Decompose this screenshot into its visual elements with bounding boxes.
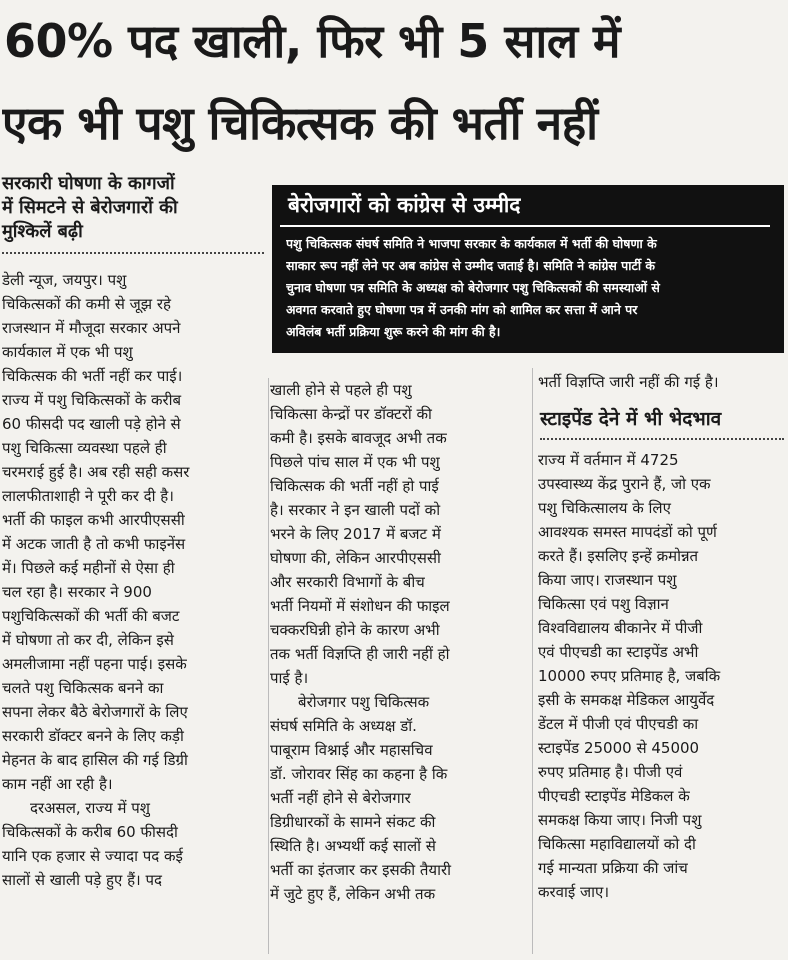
box-text — [286, 233, 776, 343]
article-line: बेरोजगार पशु चिकित्सक — [298, 693, 430, 711]
article-line: भर्ती विज्ञप्ति जारी नहीं की गई है। — [538, 373, 719, 391]
article-line: डेली न्यूज, जयपुर। पशु — [2, 271, 127, 289]
article-line: पशु चिकित्सालय के लिए — [538, 499, 671, 517]
article-line: संघर्ष समिति के अध्यक्ष डॉ. — [270, 717, 417, 735]
article-line: भरने के लिए 2017 में बजट में — [270, 525, 441, 543]
stipend-section-heading: स्टाइपेंड देने में भी भेदभाव — [540, 408, 722, 430]
congress-hope-box — [272, 185, 784, 353]
article-line: पीएचडी स्टाइपेंड मेडिकल के — [538, 787, 690, 805]
article-column-1 — [2, 268, 268, 892]
article-line: में घोषणा तो कर दी, लेकिन इसे — [2, 631, 174, 649]
box-text-line: साकार रूप नहीं लेने पर अब कांग्रेस से उम्मीद जताई है। समिति ने कांग्रेस पार्टी के — [286, 258, 656, 273]
stipend-heading-divider — [540, 438, 784, 440]
subhead-divider — [2, 252, 264, 254]
article-line: मेहनत के बाद हासिल की गई डिग्री — [2, 751, 188, 769]
article-line: कमी है। इसके बावजूद अभी तक — [270, 429, 447, 447]
article-line: भर्ती नहीं होने से बेरोजगार — [270, 789, 411, 807]
article-line: डिग्रीधारकों के सामने संकट की — [270, 813, 436, 831]
article-line: यानि एक हजार से ज्यादा पद कई — [2, 847, 183, 865]
article-line: चक्करघिन्नी होने के कारण अभी — [270, 621, 440, 639]
article-line: सपना लेकर बैठे बेरोजगारों के लिए — [2, 703, 188, 721]
article-line: आवश्यक समस्त मापदंडों को पूर्ण — [538, 523, 717, 541]
article-line: तक भर्ती विज्ञप्ति ही जारी नहीं हो — [270, 645, 450, 663]
article-line: है। सरकार ने इन खाली पदों को — [270, 501, 441, 519]
headline-line-1: 60% पद खाली, फिर भी 5 साल में — [4, 14, 621, 68]
headline-line-2: एक भी पशु चिकित्सक की भर्ती नहीं — [2, 96, 598, 150]
article-line: चिकित्सकों के करीब 60 फीसदी — [2, 823, 178, 841]
article-line: उपस्वास्थ्य केंद्र पुराने हैं, जो एक — [538, 475, 711, 493]
article-line: पशु चिकित्सा व्यवस्था पहले ही — [2, 439, 167, 457]
box-text-line: चुनाव घोषणा पत्र समिति के अध्यक्ष को बेरोजगार पशु चिकित्सकों की समस्याओं से — [286, 280, 660, 295]
article-line: समकक्ष किया जाए। निजी पशु — [538, 811, 702, 829]
column-rule — [268, 378, 269, 954]
article-line: सालों से खाली पड़े हुए हैं। पद — [2, 871, 162, 889]
article-column-3-top — [538, 370, 784, 394]
article-line: भर्ती की फाइल कभी आरपीएससी — [2, 511, 185, 529]
article-line: करवाई जाए। — [538, 883, 610, 901]
article-line: करते हैं। इसलिए इन्हें क्रमोन्नत — [538, 547, 699, 565]
article-line: चिकित्सा एवं पशु विज्ञान — [538, 595, 669, 613]
box-text-line: पशु चिकित्सक संघर्ष समिति ने भाजपा सरकार के कार्यकाल में भर्ती की घोषणा के — [286, 236, 657, 251]
article-line: सरकारी डॉक्टर बनने के लिए कड़ी — [2, 727, 184, 745]
box-heading-underline — [280, 225, 770, 227]
article-line: पशुचिकित्सकों की भर्ती की बजट — [2, 607, 180, 625]
article-line: गई मान्यता प्रक्रिया की जांच — [538, 859, 688, 877]
article-line: में। पिछले कई महीनों से ऐसा ही — [2, 559, 175, 577]
article-line: इसी के समकक्ष मेडिकल आयुर्वेद — [538, 691, 715, 709]
article-line: पाई है। — [270, 669, 309, 687]
article-line: काम नहीं आ रही है। — [2, 775, 113, 793]
article-line: लालफीताशाही ने पूरी कर दी है। — [2, 487, 174, 505]
article-line: एवं पीएचडी का स्टाइपेंड अभी — [538, 643, 699, 661]
article-line: किया जाए। राजस्थान पशु — [538, 571, 677, 589]
article-line: दरअसल, राज्य में पशु — [30, 799, 150, 817]
column-rule — [532, 368, 533, 954]
article-line: घोषणा की, लेकिन आरपीएससी — [270, 549, 441, 567]
article-line: डेंटल में पीजी एवं पीएचडी का — [538, 715, 699, 733]
article-line: चिकित्सा महाविद्यालयों को दी — [538, 835, 696, 853]
box-text-line: अवगत करवाते हुए घोषणा पत्र में उनकी मांग को शामिल कर सत्ता में आने पर — [286, 302, 638, 317]
article-line: चिकित्सकों की कमी से जूझ रहे — [2, 295, 171, 313]
article-line: विश्वविद्यालय बीकानेर में पीजी — [538, 619, 703, 637]
subheadline-line: सरकारी घोषणा के कागजों — [2, 173, 175, 194]
box-text-line: अविलंब भर्ती प्रक्रिया शुरू करने की मांग की है। — [286, 324, 501, 339]
article-line: अमलीजामा नहीं पहना पाई। इसके — [2, 655, 187, 673]
article-line: राजस्थान में मौजूदा सरकार अपने — [2, 319, 181, 337]
article-line: और सरकारी विभागों के बीच — [270, 573, 425, 591]
article-line: चिकित्सक की भर्ती नहीं हो पाई — [270, 477, 439, 495]
article-line: पाबूराम विश्नाई और महासचिव — [270, 741, 433, 759]
article-line: 60 फीसदी पद खाली पड़े होने से — [2, 415, 181, 433]
article-line: खाली होने से पहले ही पशु — [270, 381, 412, 399]
article-line: स्टाइपेंड 25000 से 45000 — [538, 739, 700, 757]
subheadline-line: में सिमटने से बेरोजगारों की — [2, 197, 178, 218]
article-line: चलते पशु चिकित्सक बनने का — [2, 679, 164, 697]
article-line: राज्य में वर्तमान में 4725 — [538, 451, 679, 469]
article-line: रुपए प्रतिमाह है। पीजी एवं — [538, 763, 683, 781]
article-line: 10000 रुपए प्रतिमाह है, जबकि — [538, 667, 721, 685]
article-line: कार्यकाल में एक भी पशु — [2, 343, 133, 361]
article-line: भर्ती का इंतजार कर इसकी तैयारी — [270, 861, 452, 879]
subheadline — [2, 172, 264, 244]
article-line: चल रहा है। सरकार ने 900 — [2, 583, 152, 601]
article-line: डॉ. जोरावर सिंह का कहना है कि — [270, 765, 448, 783]
article-line: पिछले पांच साल में एक भी पशु — [270, 453, 440, 471]
article-line: चरमराई हुई है। अब रही सही कसर — [2, 463, 190, 481]
subheadline-line: मुश्किलें बढ़ी — [2, 221, 83, 242]
article-column-3 — [538, 448, 784, 904]
article-column-2 — [270, 378, 528, 906]
article-line: चिकित्सा केन्द्रों पर डॉक्टरों की — [270, 405, 432, 423]
article-line: स्थिति है। अभ्यर्थी कई सालों से — [270, 837, 436, 855]
article-line: चिकित्सक की भर्ती नहीं कर पाई। — [2, 367, 183, 385]
box-heading: बेरोजगारों को कांग्रेस से उम्मीद — [288, 193, 521, 217]
article-line: भर्ती नियमों में संशोधन की फाइल — [270, 597, 450, 615]
article-line: में जुटे हुए हैं, लेकिन अभी तक — [270, 885, 436, 903]
article-line: राज्य में पशु चिकित्सकों के करीब — [2, 391, 182, 409]
article-line: में अटक जाती है तो कभी फाइनेंस — [2, 535, 186, 553]
